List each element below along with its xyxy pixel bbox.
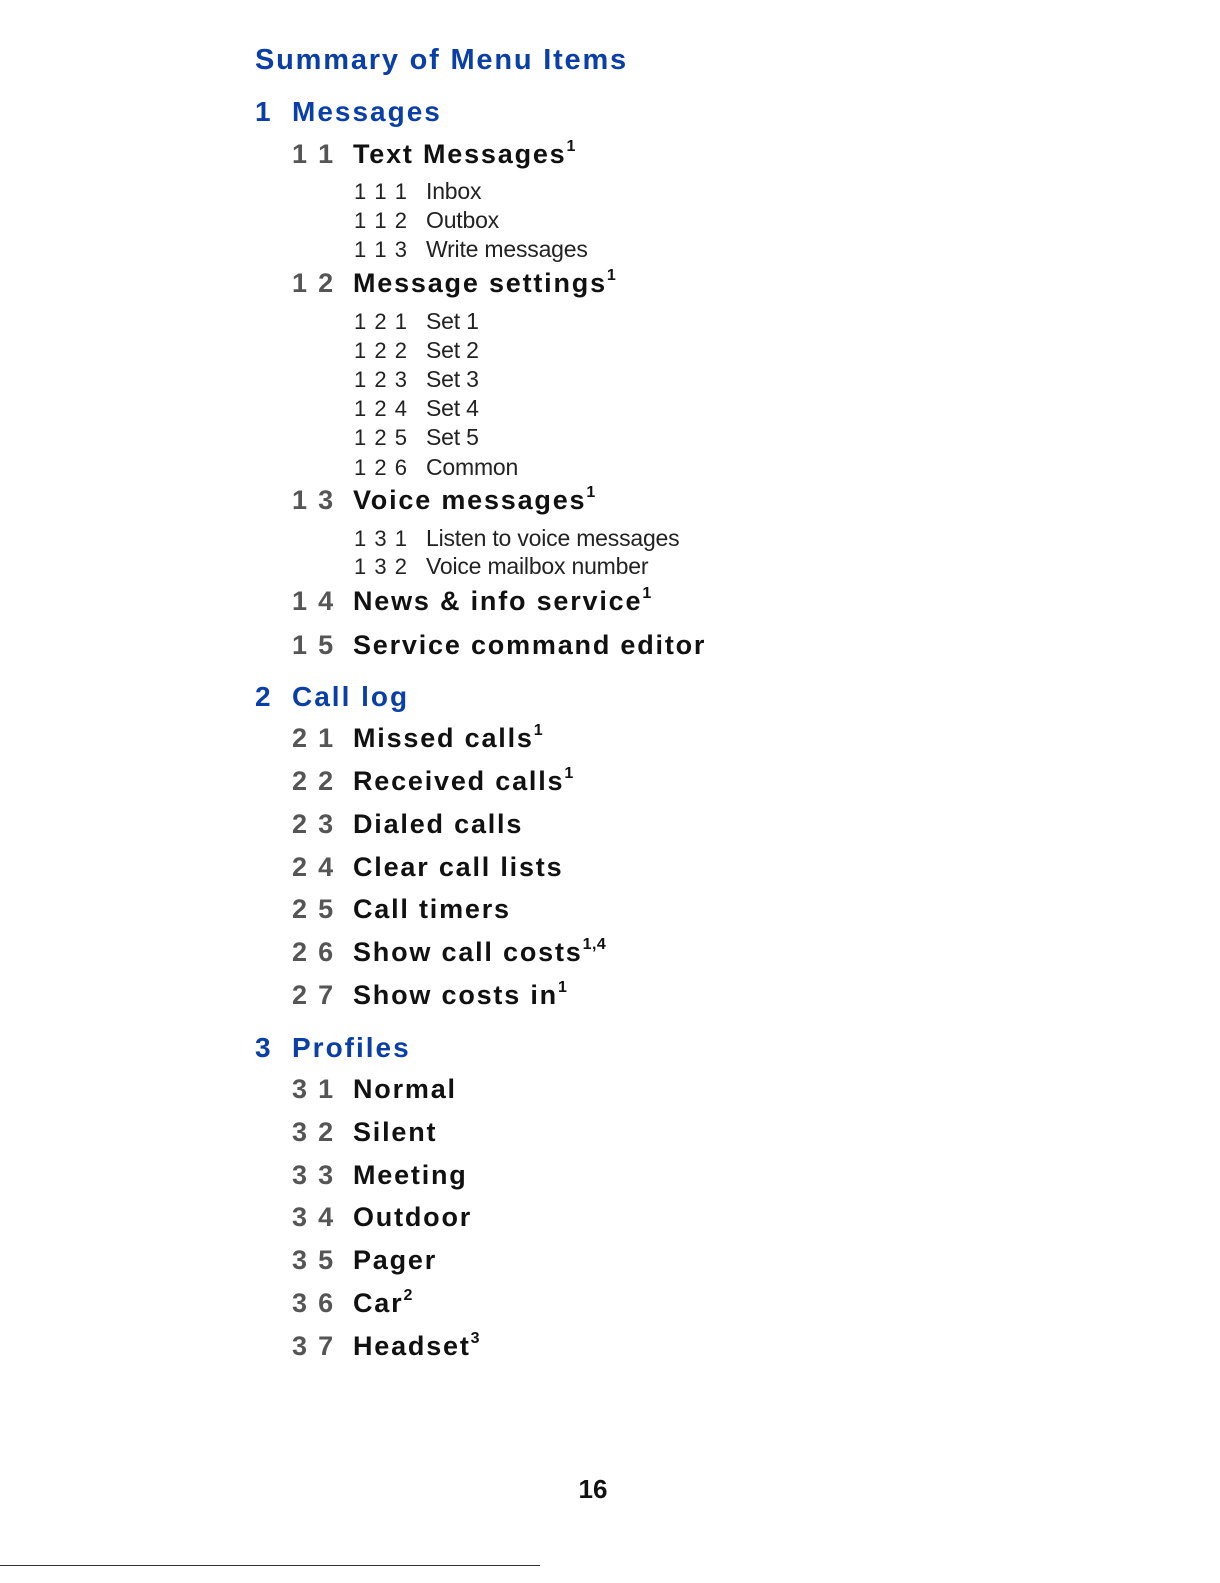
item-number: 1 2 5 [354,425,408,450]
submenu-number: 1 5 [292,630,335,660]
footnote-ref: 1 [557,979,568,996]
item-label: Voice mailbox number [426,553,649,579]
submenu-number: 2 2 [292,766,335,796]
section-label: Messages [292,96,442,127]
submenu-label: Silent [353,1117,438,1147]
submenu-heading [292,586,652,617]
submenu-number: 2 7 [292,980,335,1010]
submenu-heading [292,766,574,797]
menu-item [354,454,518,481]
submenu-label: Service command editor [353,630,707,660]
footnote-ref: 3 [470,1330,481,1347]
footnote-ref: 1 [564,765,574,782]
footnote-ref: 1 [642,585,652,602]
submenu-heading [292,485,596,516]
item-number: 1 1 1 [354,179,408,204]
submenu-label: Received calls [353,766,565,796]
menu-item [354,337,479,364]
menu-item [354,207,499,234]
submenu-heading [292,268,616,299]
submenu-heading [292,139,576,170]
submenu-heading [292,1160,468,1191]
submenu-heading [292,1245,437,1276]
submenu-heading [292,937,606,968]
section-number: 3 [255,1032,273,1063]
footnote-ref: 1 [566,138,576,155]
submenu-label: Text Messages [353,139,567,169]
menu-item [354,178,481,205]
submenu-number: 3 3 [292,1160,335,1190]
submenu-label: Car [353,1288,404,1318]
submenu-heading [292,1202,472,1233]
submenu-label: Meeting [353,1160,468,1190]
submenu-heading [292,630,706,661]
submenu-number: 2 6 [292,937,335,967]
submenu-number: 3 6 [292,1288,335,1318]
menu-item [354,366,479,393]
footnote-ref: 1 [533,722,544,739]
item-label: Set 1 [426,308,479,334]
submenu-number: 3 5 [292,1245,335,1275]
item-label: Inbox [426,178,482,204]
page-title: Summary of Menu Items [255,44,628,76]
item-number: 1 2 6 [354,455,408,480]
item-label: Set 5 [426,424,479,450]
submenu-heading [292,723,543,754]
submenu-number: 3 4 [292,1202,335,1232]
submenu-label: Clear call lists [353,852,564,882]
item-number: 1 2 1 [354,309,408,334]
section-heading [255,681,409,713]
submenu-label: News & info service [353,586,643,616]
submenu-number: 2 4 [292,852,335,882]
menu-item [354,424,479,451]
item-number: 1 3 2 [354,554,408,579]
submenu-heading [292,894,511,925]
submenu-label: Pager [353,1245,438,1275]
menu-item [354,308,479,335]
submenu-number: 3 7 [292,1331,335,1361]
footnote-ref: 2 [403,1287,413,1304]
submenu-number: 2 1 [292,723,335,753]
menu-item [354,525,679,552]
menu-item [354,395,479,422]
item-label: Listen to voice messages [426,525,680,551]
footnote-ref: 1 [586,484,596,501]
item-number: 1 2 3 [354,367,408,392]
footnote-ref: 1 [606,267,617,284]
submenu-heading [292,1117,437,1148]
footer-divider [0,1565,540,1566]
item-number: 1 1 2 [354,208,408,233]
submenu-number: 1 3 [292,485,335,515]
submenu-label: Show call costs [353,937,583,967]
submenu-label: Voice messages [353,485,587,515]
submenu-number: 3 1 [292,1074,335,1104]
item-label: Outbox [426,207,499,233]
submenu-number: 2 5 [292,894,335,924]
submenu-heading [292,852,563,883]
submenu-label: Message settings [353,268,607,298]
item-number: 1 2 2 [354,338,408,363]
submenu-heading [292,980,567,1011]
item-label: Write messages [426,236,588,262]
submenu-label: Normal [353,1074,457,1104]
item-label: Set 3 [426,366,479,392]
page-number: 16 [578,1474,608,1504]
submenu-label: Dialed calls [353,809,524,839]
submenu-heading [292,1074,457,1105]
item-number: 1 3 1 [354,526,408,551]
item-label: Set 4 [426,395,479,421]
submenu-number: 1 4 [292,586,335,616]
submenu-label: Call timers [353,894,511,924]
submenu-number: 1 1 [292,139,335,169]
item-number: 1 1 3 [354,237,408,262]
submenu-number: 3 2 [292,1117,335,1147]
footnote-ref: 1,4 [582,936,607,953]
submenu-heading [292,1288,413,1319]
submenu-label: Outdoor [353,1202,473,1232]
section-label: Call log [292,681,410,712]
menu-item [354,553,648,580]
section-number: 2 [255,681,273,712]
submenu-label: Missed calls [353,723,534,753]
item-number: 1 2 4 [354,396,408,421]
submenu-heading [292,809,523,840]
item-label: Common [426,454,519,480]
submenu-number: 2 3 [292,809,335,839]
item-label: Set 2 [426,337,479,363]
submenu-heading [292,1331,480,1362]
submenu-label: Show costs in [353,980,558,1010]
submenu-number: 1 2 [292,268,335,298]
menu-item [354,236,588,263]
section-heading [255,96,442,128]
section-label: Profiles [292,1032,411,1063]
section-heading [255,1032,411,1064]
section-number: 1 [255,96,273,127]
submenu-label: Headset [353,1331,471,1361]
